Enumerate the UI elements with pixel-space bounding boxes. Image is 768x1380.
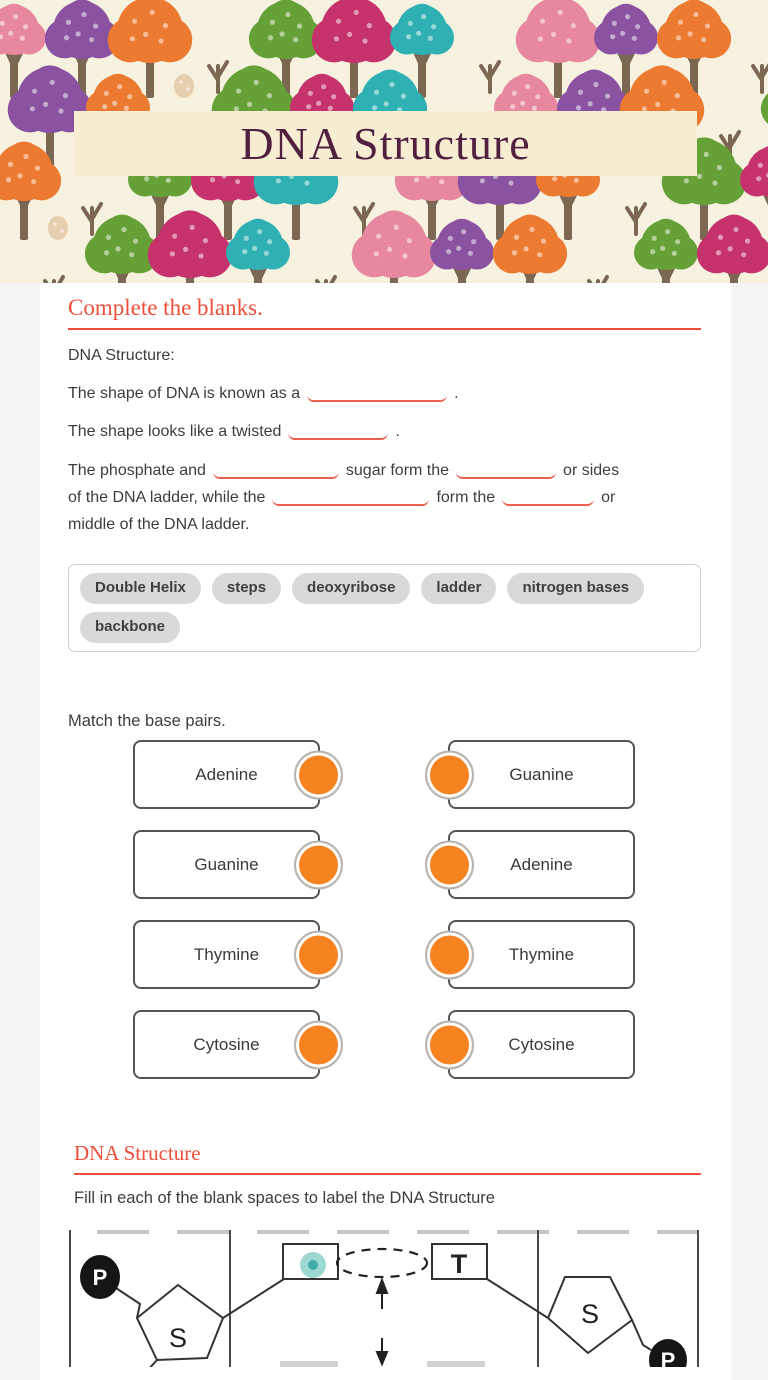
fill-blanks-intro: DNA Structure: [68, 347, 175, 364]
word-bank-chip[interactable]: deoxyribose [292, 573, 410, 604]
sentence-3-seg4: of the DNA ladder, while the [68, 489, 266, 506]
match-label: Thymine [508, 944, 575, 964]
word-bank-chip[interactable]: Double Helix [80, 573, 201, 604]
sentence-3-seg2: sugar form the [345, 462, 450, 479]
sentence-1-period: . [454, 385, 459, 402]
sentence-2-period: . [395, 423, 400, 440]
word-bank [68, 564, 701, 652]
match-connector-circle[interactable] [425, 1020, 474, 1069]
label-instruction: Fill in each of the blank spaces to label the DNA Structure [74, 1189, 495, 1207]
match-label: Cytosine [193, 1034, 260, 1054]
match-item-left [133, 740, 320, 809]
sentence-3-seg5: form the [436, 489, 496, 506]
match-item-right [448, 740, 635, 809]
match-item-left [133, 830, 320, 899]
match-connector-circle[interactable] [425, 840, 474, 889]
word-bank-chip[interactable]: ladder [421, 573, 496, 604]
match-label: Adenine [195, 764, 258, 784]
match-label: Guanine [509, 764, 574, 784]
match-row [68, 740, 701, 809]
title-band [74, 111, 697, 176]
match-row [68, 1010, 701, 1079]
sentence-3-seg3: or sides [563, 462, 620, 479]
blank-input-5[interactable] [272, 485, 429, 506]
match-item-left [133, 1010, 320, 1079]
sentence-2 [68, 419, 701, 444]
dna-diagram-image [68, 1230, 701, 1367]
match-label: Adenine [510, 854, 573, 874]
match-label: Cytosine [508, 1034, 575, 1054]
match-connector-circle[interactable] [294, 750, 343, 799]
match-heading: Match the base pairs. [68, 712, 226, 730]
page-title: DNA Structure [240, 118, 531, 169]
match-row [68, 830, 701, 899]
word-bank-chip[interactable]: nitrogen bases [507, 573, 644, 604]
match-label: Guanine [194, 854, 259, 874]
sugar-label: S [168, 1323, 188, 1353]
blank-input-4[interactable] [456, 458, 556, 479]
match-grid [68, 740, 701, 1079]
match-item-right [448, 920, 635, 989]
section-divider [68, 328, 701, 330]
phosphate-label: P [92, 1265, 108, 1290]
match-connector-circle[interactable] [294, 840, 343, 889]
fill-blanks-heading: Complete the blanks. [68, 295, 263, 320]
label-section-heading: DNA Structure [74, 1141, 201, 1165]
drop-target-icon [308, 1260, 318, 1270]
label-section [68, 1141, 701, 1367]
match-item-right [448, 830, 635, 899]
match-connector-circle[interactable] [425, 750, 474, 799]
sentence-1 [68, 381, 701, 406]
match-row [68, 920, 701, 989]
match-connector-circle[interactable] [294, 930, 343, 979]
sentence-1-text: The shape of DNA is known as a [68, 385, 301, 402]
match-item-right [448, 1010, 635, 1079]
match-label: Thymine [193, 944, 260, 964]
match-item-left [133, 920, 320, 989]
dna-diagram [68, 1230, 701, 1367]
sentence-3-seg6: or [601, 489, 616, 506]
cropped-edge-marks [280, 1361, 338, 1367]
phosphate-label: P [660, 1348, 676, 1367]
sugar-label: S [580, 1299, 600, 1329]
word-bank-chip[interactable]: steps [212, 573, 281, 604]
blank-input-1[interactable] [307, 381, 447, 402]
section-divider [74, 1173, 701, 1175]
decorative-header [0, 0, 768, 283]
sentence-3 [68, 457, 701, 538]
word-bank-chip[interactable]: backbone [80, 612, 180, 643]
blank-input-2[interactable] [288, 419, 388, 440]
sentence-3-seg7: middle of the DNA ladder. [68, 516, 250, 533]
match-connector-circle[interactable] [294, 1020, 343, 1069]
sentence-3-seg1: The phosphate and [68, 462, 206, 479]
blank-input-6[interactable] [502, 485, 594, 506]
match-connector-circle[interactable] [425, 930, 474, 979]
cropped-edge-marks [427, 1361, 485, 1367]
blank-input-3[interactable] [213, 458, 339, 479]
thymine-label: T [450, 1249, 468, 1279]
worksheet-card [40, 283, 731, 1380]
sentence-2-text: The shape looks like a twisted [68, 423, 282, 440]
